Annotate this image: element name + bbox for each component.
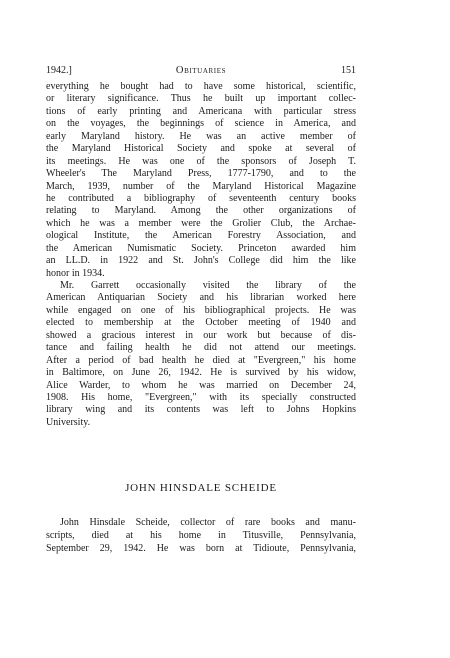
text-line: After a period of bad health he died at "Evergreen," his home [46,354,356,366]
text-line: elected to membership at the October meeting of 1940 and [46,317,356,329]
running-head-year: 1942.] [46,65,72,76]
text-line: an LL.D. in 1922 and St. John's College did him the like [46,255,356,267]
running-head [46,64,356,78]
text-line: scripts, died at his home in Titusville, Pennsylvania, [46,530,356,541]
text-line: which he was a member were the Grolier Club, the Archae- [46,217,356,229]
text-line: tance and failing health he did not attend our meetings. [46,342,356,354]
text-line: Alice Warder, to whom he was married on December 24, [46,379,356,391]
text-line: the Maryland Historical Society and spoke at several of [46,143,356,155]
section-heading: JOHN HINSDALE SCHEIDE [125,482,277,494]
text-line: American Antiquarian Society and his librarian worked here [46,292,356,304]
text-line: he contributed a bibliography of seventeenth century books [46,192,356,204]
text-line: its meetings. He was one of the sponsors of Joseph T. [46,155,356,167]
text-line: honor in 1934. [46,267,105,279]
text-line: relating to Maryland. Among the other organizations of [46,205,356,217]
text-line: ological Institute, the American Forestry Association, and [46,230,356,242]
text-line: University. [46,416,91,428]
text-line: September 29, 1942. He was born at Tidioute, Pennsylvania, [46,543,356,554]
text-line: the American Numismatic Society. Princeton awarded him [46,242,356,254]
text-line: Wheeler's The Maryland Press, 1777-1790, and to the [46,168,356,180]
page-number: 151 [341,65,356,76]
paragraph-scheide [46,516,356,555]
text-line: 1908. His home, "Evergreen," with its specially constructed [46,391,356,403]
paragraph-garrett [46,280,356,429]
text-line: John Hinsdale Scheide, collector of rare books and manu- [60,517,356,528]
text-line: tions of early printing and Americana with particular stress [46,105,356,117]
text-line: showed a gracious interest in our work but because of dis- [46,329,356,341]
text-line: on the voyages, the beginnings of science in America, and [46,118,356,130]
text-line: Mr. Garrett occasionally visited the library of the [60,280,356,291]
text-line: library wing and its contents was left to Johns Hopkins [46,404,356,416]
paragraph-continuation [46,81,356,280]
main-text [46,81,356,429]
text-line: in Baltimore, on June 26, 1942. He is survived by his widow, [46,367,356,379]
running-head-title: Obituaries [175,65,227,76]
text-line: early Maryland history. He was an active member of [46,130,356,142]
text-line: or literary significance. Thus he built up important collec- [46,93,356,105]
text-line: while engaged on one of his bibliographical projects. He was [46,304,356,316]
text-line: March, 1939, number of the Maryland Historical Magazine [46,180,356,192]
text-line: everything he bought had to have some historical, scientific, [46,81,356,92]
